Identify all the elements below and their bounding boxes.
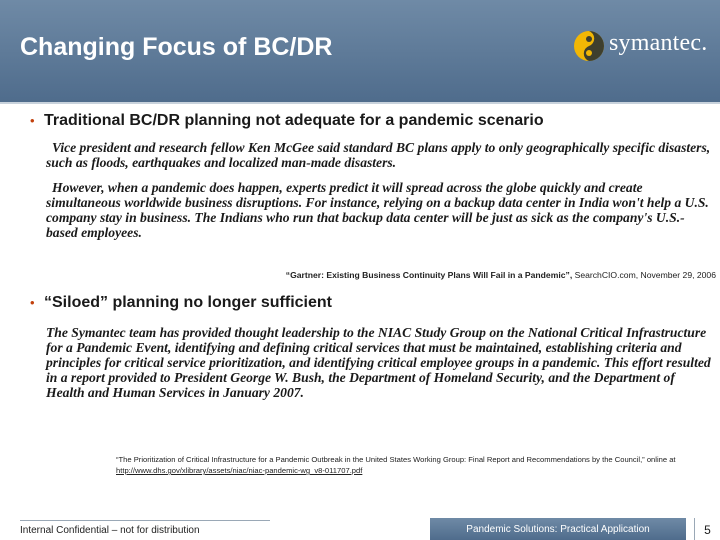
logo-wordmark: symantec. (609, 30, 708, 56)
header-divider (0, 102, 720, 104)
bullet-traditional-bcdr (30, 112, 544, 130)
reference-link[interactable]: http://www.dhs.gov/xlibrary/assets/niac/niac-pandemic-wg_v8-011707.pdf (116, 466, 363, 475)
symantec-swirl-icon (572, 29, 606, 63)
footer-presentation-title: Pandemic Solutions: Practical Application (430, 518, 686, 540)
bullet-heading: “Siloed” planning no longer sufficient (44, 294, 332, 311)
symantec-logo (572, 28, 707, 64)
page-number: 5 (694, 518, 720, 540)
citation-gartner (262, 270, 716, 280)
bullet-dot-icon: • (30, 295, 35, 310)
bullet-dot-icon: • (30, 113, 35, 128)
citation-source: “Gartner: Existing Business Continuity Plans Will Fail in a Pandemic”, (285, 270, 573, 280)
quote-symantec-niac: The Symantec team has provided thought leadership to the NIAC Study Group on the National Critical Infrastructure for a Pandemic Event, identifying and defining critical services that must be maintained, establishing criteria and principles for critical service prioritization, and identifying critical employee groups in a pandemic. This effort resulted in a report provided to President George W. Bush, the Department of Homeland Security, and the Department of Health and Human Services in January 2007. (46, 325, 711, 400)
bullet-heading: Traditional BC/DR planning not adequate for a pandemic scenario (44, 112, 544, 129)
quote-pandemic-spread: However, when a pandemic does happen, experts predict it will spread across the globe quickly and create simultaneous worldwide business disruptions. For instance, relying on a backup data center in India won't help a U.S. company stay in business. The Indians who run that backup data center will be just as sick as the company's U.S.-based employees. (46, 180, 709, 240)
footer-confidential: Internal Confidential – not for distribution (20, 520, 270, 540)
slide-title: Changing Focus of BC/DR (20, 33, 333, 61)
slide-header (0, 0, 720, 102)
citation-detail: SearchCIO.com, November 29, 2006 (572, 270, 716, 280)
bullet-siloed-planning (30, 294, 332, 312)
quote-mcgee: Vice president and research fellow Ken McGee said standard BC plans apply to only geographically specific disasters, such as floods, earthquakes and localized man-made disasters. (46, 140, 711, 170)
reference-note: “The Prioritization of Critical Infrastructure for a Pandemic Outbreak in the United States Working Group: Final Report and Recommendations by the Council,” online at (116, 455, 676, 464)
